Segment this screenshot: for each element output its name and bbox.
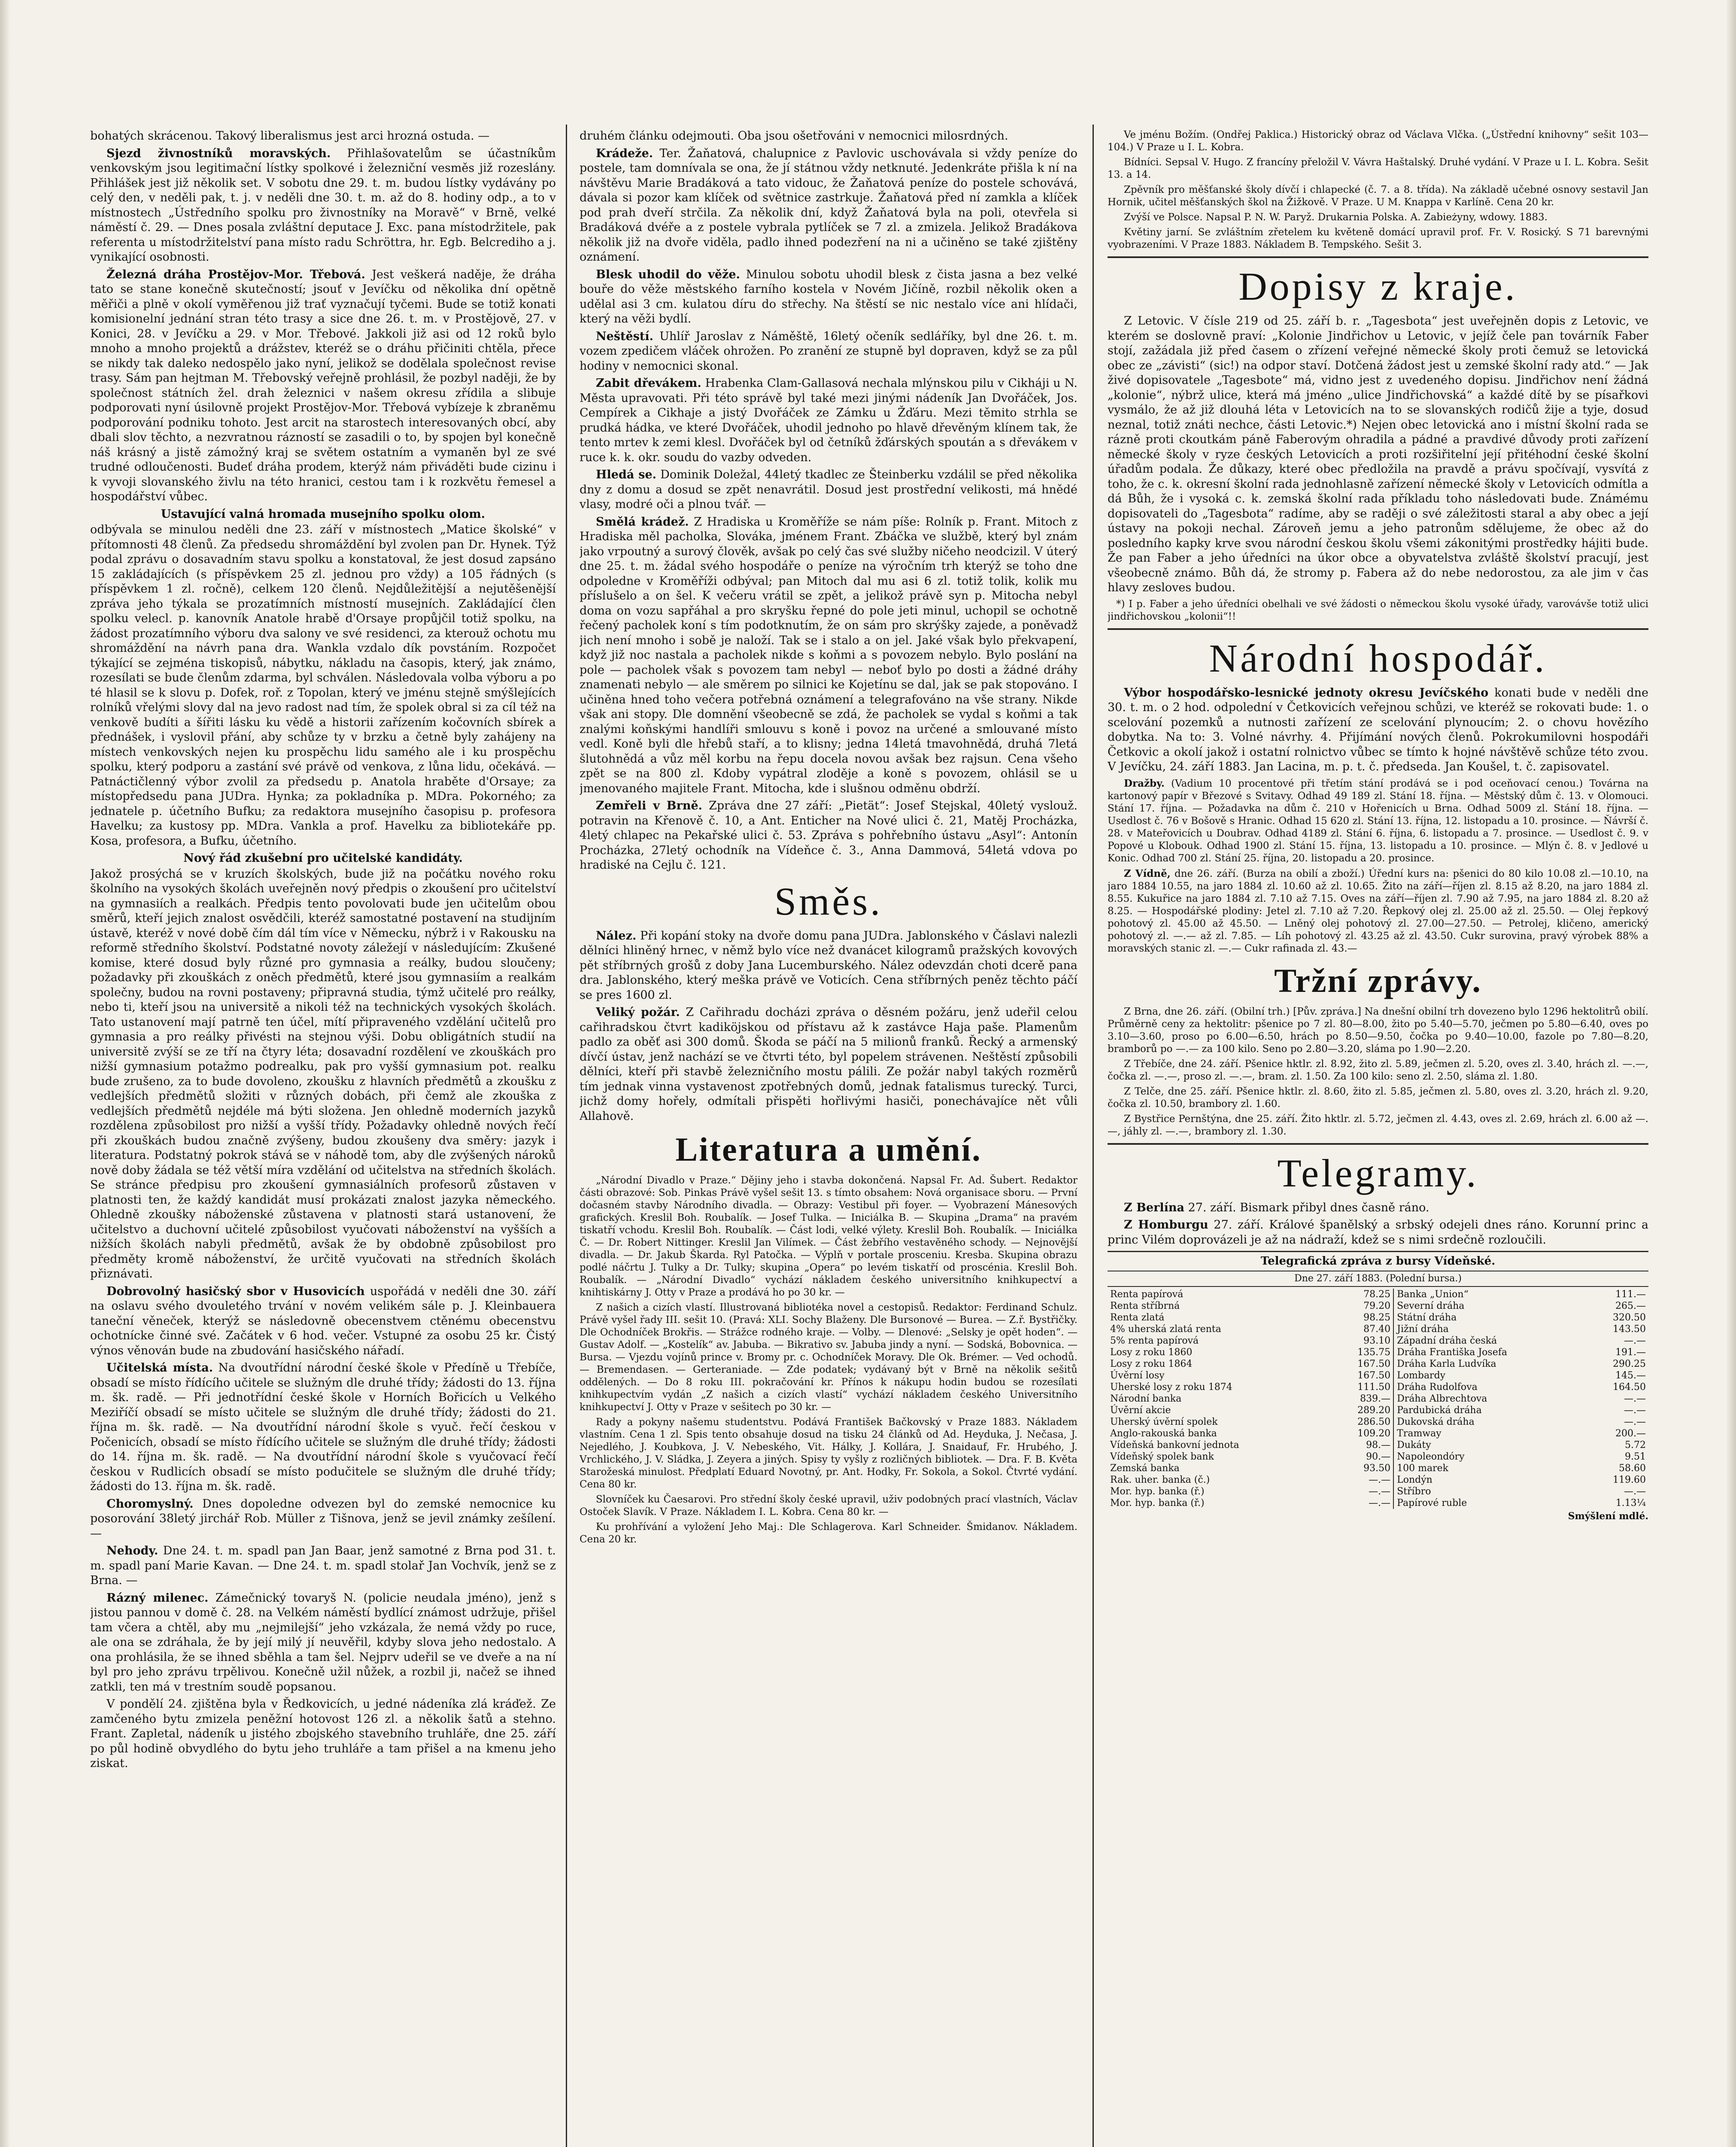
item-heading: Choromyslný. (106, 1497, 194, 1511)
telegram-item (1108, 1218, 1648, 1247)
news-item (90, 146, 556, 265)
bourse-value: —.— (1624, 1393, 1646, 1404)
footnote: *) I p. Faber a jeho úředníci obelhali ve své žádosti o německou školu vysoké úřady, varovávše totiž ulici jindřichovskou „kolonii“!! (1108, 598, 1648, 622)
section-title-dopisy: Dopisy z kraje. (1238, 265, 1517, 308)
bourse-value: 143.50 (1613, 1324, 1646, 1335)
item-body: Z Hradiska u Kroměříže se nám píše: Rolník p. Frant. Mitoch z Hradiska měl pacholka, Slováka, jménem Frant. Zbáčka ve službě, který byl znám jako vrpoutný a surový člověk, avšak po celý čas své služby ničeho neodcizil. V úterý dne 25. t. m. žádal svého hospodáře o peníze na výročním trh kterýž se toho dne odpoledne v Kroměříži odbýval; pan Mitoch dal mu asi 6 zl. totiž tolik, kolik mu příslušelo a on šel. K večeru vrátil se zpět, a jelikož právě syn p. Mitocha nebyl doma on vozu sapřáhal a pro skryšku řepné do pole jeti minul, uchopil se ochotně řečený pacholek koní s tím podotknutím, že on sám pro skrýšky zajede, a poněvadž jich není mnoho i sobě je naloží. Tak se i stalo a on jel. Jaké však bylo překvapení, když již noc nastala a pacholek nikde s koňmi a s povozem nebylo. Bylo poslání na pole — pacholek však s povozem tam nebyl — neboť bylo po dosti a žádné dráhy znamenati nebylo — ale směrem po silnici ke Kojetínu se dal, jak se pak stopováno. I učiněna hned toho večera potřebná oznámení a telegrafováno na vše strany. Nikde však ani stopy. Dle domnění všeobecně se zdá, že pacholek se vydal s koňmi a tak znalými koňskými handlíři smlouvu s koně i povoz na určené a smlouvané místo vedl. Koně byli dle hřebů staří, a to klisny; jedna 14letá tmavohnědá, druhá 7letá šlutohnědá a vůz měl korbu na řepu docela novou avšak bez rajsun. Cena všeho zpět se na 800 zl. Kdoby vypátral zloděje a koně s povozem, ohlásil se u jmenovaného majitele Frant. Mitocha, kde i slušnou odměnu obdrží. (580, 515, 1077, 795)
bourse-name: Banka „Union“ (1397, 1289, 1469, 1300)
bourse-row (1108, 1439, 1648, 1451)
news-item (580, 515, 1077, 797)
literature-item: Ve jménu Božím. (Ondřej Paklica.) Historický obraz od Václava Vlčka. („Ústřední knihovny“ sešit 103—104.) V Praze u I. L. Kobra. (1108, 129, 1648, 153)
literature-item: „Národní Divadlo v Praze.“ Dějiny jeho i stavba dokončená. Napsal Fr. Ad. Šubert. Redaktor části obrazové: Sob. Pinkas Právě vyšel sešit 13. s tímto obsahem: Nová organisace sboru. — První dočasném stavby Národního divadla. — Obrazy: Vestibul při foyer. — Vyobrazení Mánesových grafických. Kreslil Boh. Roubalík. — Josef Tulka. — Iniciálka B. — Skupina „Drama“ na pravém tiskatří vchodu. Kreslil Boh. Roubalík. — Část lodi, velké výlety. Kreslil Boh. Roubalík. — Iniciálka Č. — Dr. Robert Nittinger. Kreslil Jan Vilímek. — Část žebřího vestavěného schody. — Nejnovější divadla. — Dr. Jakub Škarda. Ryl Patočka. — Výplň v portale prosceniu. Kresba. Skupina obrazu podlé náčrtu J. Tulky a Dr. Tulky; skupina „Opera“ po levém tiskatří od proscénia. Kreslil Boh. Roubalík. — „Národní Divadlo“ vychází nákladem českého universitního knihkupectví a knihtiskárny J. Otty v Praze a prodává ho po 30 kr. — (580, 1175, 1077, 1298)
item-heading: Hledá se. (596, 468, 657, 481)
column-3 (1108, 129, 1648, 2147)
bourse-value: 289.20 (1357, 1405, 1391, 1416)
item-body: Minulou sobotu uhodil blesk z čista jasna a bez velké bouře do věže městského farního kostela v Novém Jičíně, rozbil několik oken a udělal asi 3 cm. kulatou díru do střechy. Na štěstí se nic nestalo více ani hlídači, který na věži bydlí. (580, 268, 1077, 325)
item-body: (Vadium 10 procentové při třetím stání prodává se i pod oceňovací cenou.) Továrna na kartonový papír v Březové s Svitavy. Odhad 49 189 zl. Stání 18. října. — Městský dům č. 13. v Olomouci. Stání 17. října. — Požadavka na dům č. 210 v Hořenicích u Brna. Odhad 5009 zl. Stání 18. října. — Usedlost č. 76 v Bošově s Hranic. Odhad 15 620 zl. Stání 13. října, 12. listopadu a 10. prosince. — Ňávrší č. 28. v Mateřovicích u Doubrav. Odhad 4189 zl. Stání 6. října, 6. listopadu a 7. prosince. — Usedlost č. 9. v Popové u Klobouk. Odhad 1900 zl. Stání 15. října, 13. listopadu a 10. prosince. — Mlýn č. 8. v Jedlové u Konic. Odhad 700 zl. Stání 25. října, 20. listopadu a 20. prosince. (1108, 778, 1648, 864)
bourse-name: Severní dráha (1397, 1301, 1465, 1311)
bourse-value: 58.60 (1619, 1463, 1646, 1474)
literature-item: Zvýší ve Polsce. Napsal P. N. W. Paryž. Drukarnia Polska. A. Zabieżyny, wdowy. 1883. (1124, 212, 1548, 223)
bourse-row (1108, 1428, 1648, 1439)
item-heading: Ustavující valná hromada musejního spolku olom. (161, 507, 486, 521)
bourse-name: Uherské losy z roku 1874 (1110, 1382, 1232, 1393)
bourse-value: 200.— (1615, 1428, 1646, 1439)
bourse-name: Stříbro (1397, 1486, 1431, 1497)
item-body: Zpráva dne 27 září: „Pietät“: Josef Stejskal, 40letý vyslouž. potravin na Křenově č. 10, a Ant. Enticher na Nové ulici č. 21, Matěj Procházka, 4letý chlapec na Pekařské ulici č. 53. Zpráva s pohřebního ústavu „Asyl“: Antonín Procházka, 27letý ochodník na Vídeňce č. 3., Anna Dammová, 54letá vdova po hradiské na Cejlu č. 121. (580, 799, 1077, 872)
bourse-name: Dukovská dráha (1397, 1417, 1475, 1427)
item-heading: Dobrovolný hasičský sbor v Husovicích (106, 1284, 365, 1298)
item-heading: Sjezd živnostníků moravských. (106, 146, 331, 160)
literature-item: Zpěvník pro měšťanské školy dívčí i chlapecké (č. 7. a 8. třída). Na základě učebné osnovy sestavil Jan Hornik, učitel měšťanských škol na Žižkově. V Praze. U M. Knappa v Karlíně. Cena 20 kr. (1108, 184, 1648, 208)
bourse-value: 320.50 (1613, 1312, 1646, 1323)
section-title-trzni: Tržní zprávy. (1274, 961, 1482, 999)
bourse-value: 839.— (1360, 1393, 1391, 1404)
bourse-name: Vídeňská bankovní jednota (1110, 1440, 1239, 1451)
literature-item: Ku prohřívání a vyložení Jeho Maj.: Dle Schlagerova. Karl Schneider. Šmidanov. Nákladem. Cena 20 kr. (580, 1521, 1077, 1545)
bourse-name: Pardubická dráha (1397, 1405, 1482, 1416)
item-body: 27. září. Bismark přibyl dnes časně ráno. (1188, 1201, 1429, 1214)
bourse-name: Zemská banka (1110, 1463, 1180, 1474)
bourse-value: 265.— (1615, 1301, 1646, 1311)
bourse-value: 98.25 (1363, 1312, 1391, 1323)
bourse-name: Dráha Karla Ludvíka (1397, 1359, 1496, 1369)
item-body: odbývala se minulou neděli dne 23. září v místnostech „Matice školské“ v přítomnosti 48 členů. Za předsedu shromáždění byl zvolen pan Dr. Hynek. Týž podal zprávu o dosavadním stavu spolku a konstatoval, že jest dosud zapsáno 15 zakládajících (s příspěvkem 25 zl. jednou pro vždy) a 105 řádných (s příspěvkem 1 zl. ročně), celkem 120 členů. Nejdůležitější a nejutěšenější zpráva jeho týkala se prozatímních místností musejních. Zakládající člen spolku velecl. p. kanovník Anatole hrabě d'Orsaye propůjčil totiž spolku, na žádost prozatímního výboru dva salony ve své residenci, za kterouž ochotu mu shromáždění na návrh pana dra. Wankla vzdalo dík povstáním. Rozpočet týkající se zejména tiskopisů, nábytku, nákladu na časopis, který, jak známo, rozesílati se bude členům zdarma, byl schválen. Následovala volba výboru a po té hlasil se k slovu p. Dofek, roř. z Topolan, který ve jménu stejně smýšlejících rolníků vřelými slovy dal na jevo radost nad tím, že spolek obral si za cíl též na venkově budíti a šířiti lásku ku vědě a historii zařízením kočovních sbírek a přednášek, i vyslovil přání, aby schůze ty v brzku a četně byly zahájeny na místech venkovských nejen ku prospěchu lidu samého ale i ku prospěchu spolku, který podporu a zastání své právě od venkova, z lůna lidu, očekává. — Patnáctičlenný výbor zvolil za předsedu p. Anatola hraběte d'Orsaye; za místopředsedu pana JUDra. Hynka; za pokladníka p. MDra. Pokorného; za jednatele p. účetního Bufku; za redaktora musejního časopisu p. profesora Havelku; za kustosy pp. MDra. Vankla a prof. Havelku za bibliotekáře pp. Kosa, profesora, a Bufku, účetního. (90, 523, 556, 848)
item-heading: Z Vídně, (1124, 867, 1171, 879)
bourse-row (1108, 1497, 1648, 1509)
item-body: uspořádá v neděli dne 30. září na oslavu svého dvouletého trvání v novém velikém sále p. J. Kleinbauera taneční věneček, kterýž se následovně obecenstvem ctěnému obecenstvu ochotnícke činné své. Začátek v 6 hod. večer. Vstupné za osobu 25 kr. Čistý výnos věnován bude na zbudování hasičského nářadí. (90, 1284, 556, 1357)
section-title-literatura: Literatura a umění. (675, 1131, 982, 1168)
bourse-value: 93.10 (1363, 1335, 1391, 1346)
bourse-value: —.— (1369, 1498, 1391, 1508)
bourse-value: 79.20 (1363, 1301, 1391, 1311)
item-heading: Výbor hospodářsko-lesnické jednoty okresu Jevíčského (1124, 686, 1489, 699)
bourse-name: Dráha Rudolfova (1397, 1382, 1478, 1393)
bourse-value: 145.— (1615, 1370, 1646, 1381)
bourse-value: 87.40 (1363, 1324, 1391, 1335)
bourse-name: Napoleondóry (1397, 1451, 1465, 1462)
bourse-name: 5% renta papírová (1110, 1335, 1199, 1346)
bourse-name: Renta stříbrná (1110, 1301, 1180, 1311)
market-item: Z Telče, dne 25. září. Pšenice hktlr. zl. 8.60, žito zl. 5.85, ječmen zl. 5.80, oves zl. 3.20, hrách zl. 9.20, čočka zl. 10.50, brambory zl. 1.60. (1108, 1086, 1648, 1110)
literature-item: Slovníček ku Čaesarovi. Pro střední školy české upravil, uživ podobných prací vlastních, Václav Ostoček Slavík. V Praze. Nákladem I. L. Kobra. Cena 80 kr. — (580, 1494, 1077, 1517)
literature-item: Z našich a cizích vlastí. Illustrovaná bibliotéka novel a cestopisů. Redaktor: Ferdinand Schulz. Právě vyšel řady III. sešit 10. (Pravá: XLI. Sochy Blaženy. Dle Bursonové — Burea. — Z.ř. Bystřičky. Dle Ochodníček Brokřis. — Strážce rodného kraje. — Volby. — Dlenové: „Selsky je opět hoden“. — Gustav Adolf. — „Kostelík“ av. Jabuba. — Bikrativo sv. Jabuba jindy a nyní. — Sodská, Bobovnica. — Bursa. — Vjezdu vojínů prince v. Bromy pr. c. Ochodníček Moravy. Dle Ok. Brémer. — Ved ochodů. — Bremendasen. — Gerteraniade. — Zde podatek; vydávaný být v Brně na několik sešitů oddělených. — Do 8 roku III. pokračování kr. Přínos k nákupu hodin budou se rozesílati knihkupectvím vydán „Z našich a cizích vlastí“ vychází nákladem českého Universitního knihkupectví J. Otty v Praze v sešitech po 30 kr. — (580, 1302, 1077, 1413)
bourse-value: 78.25 (1363, 1289, 1391, 1300)
bourse-value: 5.72 (1625, 1440, 1646, 1451)
market-item: Z Třebíče, dne 24. září. Pšenice hktlr. zl. 8.92, žito zl. 5.89, ječmen zl. 5.20, oves zl. 3.40, hrách zl. —.—, čočka zl. —.—, proso zl. —.—, bram. zl. 1.50. Za 100 kilo: seno zl. 2.50, sláma zl. 1.80. (1108, 1058, 1648, 1082)
market-item: Z Brna, dne 26. září. (Obilní trh.) [Pův. zpráva.] Na dnešní obilní trh dovezeno bylo 1296 hektolitrů obilí. Průměrně ceny za hektolitr: pšenice po 7 zl. 80—8.00, žito po 5.40—5.70, ječmen po 5.80—6.40, oves po 3.10—3.60, proso po 6.00—6.50, hrách po 8.50—9.50, čočka po 9.40—10.00, fazole po 7.80—8.20, bramborů po —.— za 100 kilo. Seno po 2.80—3.20, sláma po 1.90—2.20. (1108, 1006, 1648, 1055)
bourse-value: 1.13¼ (1615, 1498, 1646, 1508)
bourse-value: 286.50 (1357, 1417, 1391, 1427)
item-body: Zámečnický tovaryš N. (policie neudala jméno), jenž s jistou pannou v domě č. 28. na Velkém náměstí bydlící známost udržuje, přišel tam včera a chtěl, aby mu „nejmilejší“ jeho vzkázala, že nemá vždy po ruce, ale ona se zdráhala, že by její milý jí neuvěřil, kdyby slova jeho nedostalo. A ona prohlásila, že se ihned sběhla a tam šel. Nejprv udeřil se ve dveře a na ní byl pro jeho zprávu trpělivou. Konečně užil nůžek, a rozbil ji, načež se ihned zatkli, ten má v trestním soudě popsanou. (90, 1591, 556, 1694)
news-item (90, 1284, 556, 1359)
item-heading: Blesk uhodil do věže. (596, 268, 740, 281)
item-body: Jest veškerá naděje, že dráha tato se stane konečně skutečností; jsouť v Jevíčku od několika dní opětně měřiči a plně v okolí vyměřenou již trať vyznačují tyčemi. Bude se totiž konati komisionelní jednání stran této trasy a sice dne 26. t. m. v Prostějově, 27. v Konici, 28. v Jevíčku a 29. v Mor. Třebové. Jakkoli již asi od 12 roků bylo mnoho a mnoho projektů a drážstev, kteréž se o dráhu přičiniti chtěla, přece se nikdy tak daleko nedospělo jako nyní, jelikož se dodělala společnost revise trasy. Sám pan hejtman M. Třebovský veřejně prohlásil, že pozbyl naději, že by společnost státních žel. drah železnici v našem okresu zřídila a slibuje podporovati nyní úsilovně projekt Prostějov-Mor. Třebová vybízeje k zbraněmu podporování podniku tohoto. Jest arcit na starostech interesovaných obcí, aby dbali slov těchto, a nezvratnou rázností se zasadili o to, by spojen byl konečně náš krásný a jistě zámožný kraj se světem ostatním a vymaněn byl ze své trudné odloučenosti. Budeť dráha prodem, kterýž nám přiváděti bude cizinu i k vyvoji slovanského živlu na této hranici, cestou tam i k rozkvětu řemesel a hospodářství vůbec. (90, 268, 556, 503)
item-body: 27. září. Králové španělský a srbský odejeli dnes ráno. Korunní princ a princ Vilém doprovázeli je až na nádraží, kdež se s nimi srdečně rozloučili. (1108, 1218, 1648, 1247)
item-body: Dominik Doležal, 44letý tkadlec ze Šteinberku vzdálil se před několika dny z domu a dosud se zpět nenavrátil. Dosud jest prostřední velikosti, má hnědé vlasy, modré oči a plnou tvář. — (580, 468, 1077, 511)
item-body: Z Cařihradu docházi zpráva o děsném požáru, jenž udeřil celou cařihradskou čtvrt kadiköjskou od přístavu až k zastávce Haja paše. Plamenům padlo za oběť asi 300 domů. Škoda se páčí na 5 milionů franků. Řecký a armenský dívčí ústav, jenž nachází se ve čtvrti této, byl popelem strávenen. Neštěstí způsobili dělníci, kteří při stavbě železničního mostu pálili. Ze požár nabyl takých rozměrů tím jednak vinna vystavenost zpotřebných domů, jednak fatalismus turecký. Turci, jichž domy hořely, odmítali přispěti hořlivými hasiči, ponechávajíce nět vůli Allahově. (580, 1006, 1077, 1123)
bourse-table-body (1108, 1289, 1648, 1509)
news-item: V pondělí 24. zjištěna byla v Ředkovicích, u jedné nádeníka zlá kráďež. Ze zamčeného bytu zmizela peněžní hotovost 126 zl. a několik šatů a stehno. Frant. Zapletal, nádeník u jistého zbojského stavebního truhláře, dne 25. září po půl hodině obvydlého do bytu jeho truhláře a tam přišel a na kmenu jeho ziskat. (90, 1697, 556, 1770)
section-title-smes: Směs. (774, 879, 883, 923)
bourse-date: Dne 27. září 1883. (Polední bursa.) (1108, 1271, 1648, 1287)
item-heading: Krádeže. (596, 146, 653, 160)
bourse-name: Jižní dráha (1397, 1324, 1449, 1335)
bourse-name: 4% uherská zlatá renta (1110, 1324, 1221, 1335)
bourse-name: Anglo-rakouská banka (1110, 1428, 1217, 1439)
paragraph: druhém článku odejmouti. Oba jsou ošetřováni v nemocnici milosrdných. (580, 129, 1008, 143)
bourse-name: 100 marek (1397, 1463, 1448, 1474)
bourse-value: 135.75 (1357, 1347, 1391, 1358)
news-item (90, 1591, 556, 1695)
market-item: Z Bystřice Pernštýna, dne 25. září. Žito hktlr. zl. 5.72, ječmen zl. 4.43, oves zl. 2.69, hrách zl. 6.00 až —.—, jáhly zl. —.—, brambory zl. 1.30. (1108, 1113, 1648, 1137)
news-item (1108, 867, 1648, 955)
item-heading: Železná dráha Prostějov-Mor. Třebová. (106, 268, 365, 281)
item-heading: Veliký požár. (596, 1006, 680, 1019)
bourse-name: Londýn (1397, 1475, 1433, 1485)
literature-item: Květiny jarní. Se zvláštním zřetelem ku květeně domácí upravil prof. Fr. V. Rosický. S 71 barevnými vyobrazeními. V Praze 1883. Nákladem B. Tempského. Sešit 3. (1108, 227, 1648, 250)
bourse-name: Národní banka (1110, 1393, 1182, 1404)
item-heading: Nový řád zkušební pro učitelské kandidáty. (183, 852, 463, 865)
bourse-row (1108, 1323, 1648, 1335)
bourse-title: Telegrafická zpráva z bursy Vídeňské. (1108, 1251, 1648, 1271)
bourse-row (1108, 1405, 1648, 1416)
bourse-name: Tramway (1397, 1428, 1442, 1439)
bourse-value: 9.51 (1625, 1451, 1646, 1462)
bourse-value: 98.— (1366, 1440, 1391, 1451)
item-heading: Nehody. (106, 1544, 158, 1557)
bourse-name: Lombardy (1397, 1370, 1446, 1381)
bourse-value: —.— (1369, 1486, 1391, 1497)
bourse-name: Uherský úvěrní spolek (1110, 1417, 1218, 1427)
literature-item: Bídníci. Sepsal V. Hugo. Z francíny přeložil V. Vávra Haštalský. Druhé vydání. V Praze u I. L. Kobra. Sešit 13. a 14. (1108, 157, 1648, 180)
section-divider (1108, 628, 1648, 630)
bourse-name: Dráha Františka Josefa (1397, 1347, 1507, 1358)
news-item (580, 468, 1077, 512)
column-2 (580, 129, 1077, 2147)
bourse-row (1108, 1381, 1648, 1393)
item-body: Přihlašovatelům se účastníkům venkovským jsou legitimační lístky spolkové i železniční vesměs již rozeslány. Přihlášek jest již několik set. V sobotu dne 29. t. m. budou lístky vydávány po celý den, v neděli pak, t. j. v neděli dne 30. t. m. až do 8. hodiny odp., a to v místnostech „Ústředního spolku pro živnostníky na Moravě“ v Brně, velké náměstí č. 29. — Dnes posala zvláštní deputace J. Exc. pana místodržitele, pak referenta u místodržitelství pana místo radu Schröttra, hr. Egb. Belcrediho a j. vynikající osobnosti. (90, 146, 556, 264)
item-body: Uhlíř Jaroslav z Náměště, 16letý očeník sedláříky, byl dne 26. t. m. vozem zpedičem vláček ohrožen. Po zranění ze stupně byl dopraven, když se za půl hodiny v nemocnici skonal. (580, 329, 1077, 373)
bourse-name: Losy z roku 1864 (1110, 1359, 1193, 1369)
bourse-row (1108, 1486, 1648, 1497)
bourse-row (1108, 1358, 1648, 1370)
item-heading: Učitelská místa. (106, 1361, 213, 1375)
bourse-row (1108, 1335, 1648, 1347)
bourse-value: 290.25 (1613, 1359, 1646, 1369)
bourse-value: —.— (1624, 1335, 1646, 1346)
bourse-name: Dráha Albrechtova (1397, 1393, 1487, 1404)
item-body: Při kopání stoky na dvoře domu pana JUDra. Jablonského v Čáslavi nalezli dělníci hliněný hrnec, v němž bylo více než dvanácet kilogramů pražských kovových pět stříbrných grošů z doby Jana Lucemburského. Nález odevzdán choti dcerě pana dra. Jablonského, který meška právě ve Voticích. Cena stříbrných peněz těchto páčí se pres 1600 zl. (580, 929, 1077, 1002)
news-item (580, 799, 1077, 873)
item-heading: Rázný milenec. (106, 1591, 209, 1605)
item-body: Dne 24. t. m. spadl pan Jan Baar, jenž samotné z Brna pod 31. t. m. spadl paní Marie Kavan. — Dne 24. t. m. spadl stolař Jan Vochvík, jenž se z Brna. — (90, 1544, 556, 1587)
item-heading: Neštěstí. (596, 329, 654, 343)
bourse-name: Vídeňský spolek bank (1110, 1451, 1214, 1462)
bourse-value: —.— (1624, 1405, 1646, 1416)
bourse-name: Renta papírová (1110, 1289, 1184, 1300)
bourse-name: Úvěrní akcie (1110, 1405, 1171, 1416)
item-heading: Zemřeli v Brně. (596, 799, 703, 812)
bourse-row (1108, 1289, 1648, 1300)
bourse-row (1108, 1312, 1648, 1323)
letter-item: Z Letovic. V čísle 219 od 25. září b. r. „Tagesbota“ jest uveřejněn dopis z Letovic, ve kterém se doslovně praví: „Kolonie Jindřichov u Letovic, v jejíž čele pan továrník Faber stojí, zažádala již před časem o zřízení veřejné německé školy proti čemuž se letovická obec ze „závisti“ (sic!) na odpor staví. Dotčená žádost jest u zemské školní rady atd.“ — Jak živé dopisovatele „Tagesbote“ má, vidno jest z uvedeného dopisu. Jindřichov není žádná „kolonie“, nýbrž ulice, která má jméno „ulice Jindřichovská“ a každé dítě by se písařkovi vysmálo, že až již dlouhá léta v Letovicích na to se slovanských rodičů žije a tyje, dosud neznal, totiž znáti nechce, části Letovic.*) Nejen obec letovická ano i místní školní rada se rázně proti ckoutkám páně Faberovým ohradila a pádné a pravdivé důvody proti zařízení německé školy v ryze českých Letovicích a proti rozšiřitelní její přitéhodní české školní úřadům podala. Že důkazy, které obec předložila na pravdě a právu spočívají, vysvítá z toho, že c. k. okresní školní rada jednohlasně zařízení německé školy v Letovicích odmítla a dá Bůh, že i vysoká c. k. zemská školní rada příkladu toho následovati bude. Známému dopisovateli do „Tagesbota“ radíme, aby se raději o své záležitosti staral a aby obec a její ústavy na pokoji nechal. Zároveň jemu a jeho patronům sdělujeme, že obec až do posledního kapky krve svou národní českou školu všemi zákonitými prostředky hájiti bude. Že pan Faber a jeho úředníci na úkor obce a obyvatelstva zvláště školství pracují, jest všeobecně známo. Bůh dá, že stromy p. Fabera až do nebe nedorostou, za ale jim v čas hlavy zesloves budou. (1108, 314, 1648, 594)
literature-item: Rady a pokyny našemu studentstvu. Podává František Bačkovský v Praze 1883. Nákladem vlastním. Cena 1 zl. Spis tento obsahuje dosud na tisku 24 článků od Ad. Heyduka, J. Nečasa, J. Nejedlého, J. Koubkova, J. V. Nebeského, Vit. Hálky, J. Kollára, J. Snaidauf, Fr. Hrubého, J. Vrchlického, J. V. Sládka, J. Zeyera a jiných. Spisy ty vyšly z rozličných bibliotek. — Dra. F. B. Květa Starožeská minulost. Předplatí Eduard Novotný, pr. Ant. Hodky, Fr. Sokola, a Sokol. Čtvrté vydání. Cena 80 kr. (580, 1417, 1077, 1490)
news-item (90, 268, 556, 505)
news-item (90, 1361, 556, 1494)
paragraph: bohatých skrácenou. Takový liberalismus jest arci hrozná ostuda. — (90, 129, 490, 143)
bourse-row (1108, 1474, 1648, 1486)
news-item (580, 329, 1077, 374)
news-item (580, 929, 1077, 1003)
item-body: Dnes dopoledne odvezen byl do zemské nemocnice ku posorování 38letý jirchář Rob. Müller z Tišnova, jenž se jevil známky zešílení. — (90, 1497, 556, 1540)
bourse-row (1108, 1347, 1648, 1358)
bourse-value: 111.50 (1357, 1382, 1391, 1393)
news-item (1108, 777, 1648, 865)
bourse-value: 93.50 (1363, 1463, 1391, 1474)
news-item (90, 1544, 556, 1588)
bourse-name: Rak. uher. banka (č.) (1110, 1475, 1210, 1485)
bourse-value: 167.50 (1357, 1370, 1391, 1381)
bourse-name: Státní dráha (1397, 1312, 1457, 1323)
item-body: Ter. Žaňatová, chalupnice z Pavlovic uschovávala si vždy peníze do postele, tam domnívala se ona, že jí státnou vždy netknuté. Jedenkráte přišla k ní na návštěvu Marie Bradáková a tato vidouc, že Žaňatová peníze do postele schovává, dávala si pozor kam klíček od světnice zastrkuje. Žaňatová před ní zamkla a klíček pod prah dveří strčila. Za několik dní, když Žaňatová byla na poli, otevřela si Bradáková dvéře a z postele vybrala pytlíček se 7 zl. a zmizela. Jelikož Bradákova několik již na dvoře viděla, padlo ihned podezření na ni a učiněno se také zjištěny oznámení. (580, 146, 1077, 264)
bourse-row (1108, 1463, 1648, 1474)
news-item (580, 268, 1077, 327)
bourse-value: —.— (1369, 1475, 1391, 1485)
telegram-item (1108, 1201, 1648, 1216)
column-rule-1 (566, 125, 567, 2147)
bourse-table (1108, 1289, 1648, 1509)
news-item (580, 146, 1077, 265)
bourse-value: 109.20 (1357, 1428, 1391, 1439)
item-heading: Z Berlína (1124, 1201, 1184, 1214)
bourse-name: Papírové ruble (1397, 1498, 1467, 1508)
bourse-row (1108, 1451, 1648, 1463)
news-item (580, 376, 1077, 465)
section-title-hospodar: Národní hospodář. (1209, 636, 1547, 680)
scan-edge-right (1726, 0, 1736, 2147)
item-heading: Z Homburgu (1124, 1218, 1208, 1232)
bourse-name: Mor. hyp. banka (ř.) (1110, 1486, 1205, 1497)
bourse-value: 191.— (1615, 1347, 1646, 1358)
bourse-row (1108, 1370, 1648, 1381)
item-body: dne 26. září. (Burza na obilí a zboží.) Úřední kurs na: pšenici do 80 kilo 10.08 zl.—10.10, na jaro 1884 10.55, na jaro 1884 zl. 10.60 až zl. 10.65. Žito na září—říjen zl. 8.15 až 8.20, na jaro 1884 zl. 8.55. Kukuřice na jaro 1884 zl. 7.10 až 7.15. Oves na září—říjen zl. 7.90 až 7.95, na jaro 1884 zl. 8.20 až 8.25. — Hospodářské plodiny: Jetel zl. 7.10 až 7.20. Řepkový olej zl. 25.00 až zl. 25.50. — Olej řepkový pohotový zl. 45.00 až 45.50. — Lněný olej pohotový zl. 27.00—27.50. — Petrolej, kličeno, americký pohotový zl. —.— až zl. 7.85. — Líh pohotový zl. 43.25 až zl. 43.50. Cukr surovina, pravý výrobek 88% a moravských stanic zl. —.— Cukr rafinada zl. 43.— (1108, 868, 1648, 954)
item-heading: Zabit dřevákem. (596, 377, 701, 390)
bourse-value: 90.— (1366, 1451, 1391, 1462)
bourse-name: Mor. hyp. banka (ř.) (1110, 1498, 1205, 1508)
bourse-row (1108, 1416, 1648, 1428)
item-heading: Dražby. (1124, 777, 1165, 789)
bourse-name: Západní dráha česká (1397, 1335, 1497, 1346)
item-body: konati bude v neděli dne 30. t. m. o 2 hod. odpolední v Četkovicích veřejnou schůzi, ve kteréž se rokovati bude: 1. o scelování pozemků a nutnosti zařízení ze scelování plynoucím; 2. o chovu hovězího dobytka. Na to: 3. Volné návrhy. 4. Přijímání nových členů. Pokrokumilovni hospodáři Četkovic a okolí jakož i ostatní rolnictvo vůbec se tímto k hojné návštěvě schůze této zvou. V Jevíčku, 24. září 1883. Jan Lacina, m. p. t. č. předseda. Jan Koušel, t. č. zapisovatel. (1108, 686, 1648, 773)
item-body: Jakož prosýchá se v kruzích školských, bude již na počátku nového roku školního na vysokých školách uveřejněn nový předpis o zkoušení pro učitelství na gymnasiích a realkách. Předpis tento povolovati bude jen učitelům obou směrů, kteří jejich znalost osvědčili, kteréž samostatné postavení na studijním ústavě, kteréž v nové době čím dál tím více v Německu, nýbrž i v Rakousku na reformě středního školství. Podstatné novoty záležejí v následujícím: Zkušené komise, které dosud byly různé pro gymnasia a reálky, budou sloučeny; požadavky při zkouškách z oněch předmětů, které jsou gymnasiím a realkám společny, budou na rovni postaveny; připravná studia, týmž učitelé pro reálky, nebo ti, kteří jsou na universitě a nikoli též na technických vysokých školách. Tato ustanovení mají patrně ten účel, mítí připraveného vzdělání učitelů pro gymnasia a pro reálky přivésti na stejnou výši. Dobu obligátních studií na universitě zvýší se ze tří na čtyry léta; dosavadní rozdělení ve zkouškách pro nižší gymnasium potažmo podrealku, pak pro vyšší gymnasium pot. realku bude zrušeno, za to bude dovoleno, zkoušku z hlavních předmětů a zkoušku z vedlejších předmětů složiti v různých dobách, při čemž ale zkouška z vedlejších předmětů nejdéle má býti složena. Jen ohledně moderních jazyků rozdělena způsobilost pro nižší a vyšší třídy. Požadavky ohledně nových řečí při zkouškách budou značně zvýšeny, budou zkoušeny dva směry: jazyk i literatura. Podstatný pokrok stává se v náhodě tom, aby dle zvýšených nároků nově doby žádala se též větší míra vzdělání od učitelstva na středních školách. Se stránce předpisu pro zkoušení gymnasiálních profesorů zůstaven v platnosti ten, že každý kandidát musí prokázati znalost jazyka německého. Ohledně zkoušky náboženské zůstavena v platnosti stará ustanovení, že učitelstvo a duchovní učitelé způsobilost vyučovati náboženství na vyšších a nižších školách nabyli předmětů, avšak že by obdobně způsobilost pro předměty kromě náboženství, že určitě vyučovati na středních školách přiznávati. (90, 867, 556, 1280)
item-heading: Smělá krádež. (596, 515, 689, 529)
scan-edge-left (0, 0, 10, 2147)
column-rule-2 (1093, 125, 1094, 2147)
bourse-sentiment: Smýšlení mdlé. (1568, 1511, 1648, 1522)
section-divider (1108, 1143, 1648, 1145)
bourse-value: 111.— (1615, 1289, 1646, 1300)
news-item (1108, 686, 1648, 775)
section-title-telegramy: Telegramy. (1277, 1151, 1479, 1195)
news-item (580, 1005, 1077, 1124)
bourse-value: —.— (1624, 1486, 1646, 1497)
bourse-row (1108, 1300, 1648, 1312)
bourse-value: —.— (1624, 1417, 1646, 1427)
bourse-row (1108, 1393, 1648, 1405)
bourse-value: 167.50 (1357, 1359, 1391, 1369)
bourse-name: Renta zlatá (1110, 1312, 1165, 1323)
bourse-name: Dukáty (1397, 1440, 1431, 1451)
item-body: Hrabenka Clam-Gallasová nechala mlýnskou pilu v Cikháji u N. Města upravovati. Při této správě byl také mezi jinými nádeník Jan Dvořáček, Jos. Cempírek a Cikhaje a jistý Dvořáček ze Zámku u Žďáru. Mezi těmito strhla se prudká hádka, ve které Dvořáček, uhodil jednoho po hlavě dřevěným klínem tak, že tento mrtev k zemi klesl. Dvořáček byl od četníků žďárských spoután a s dřevákem v ruce k. k. okr. soudu do vazby odveden. (580, 377, 1077, 464)
bourse-name: Losy z roku 1860 (1110, 1347, 1193, 1358)
bourse-name: Úvěrní losy (1110, 1370, 1165, 1381)
news-item (90, 1497, 556, 1542)
column-1 (90, 129, 556, 2147)
section-divider (1108, 256, 1648, 258)
item-heading: Nález. (596, 929, 637, 943)
bourse-value: 119.60 (1613, 1475, 1646, 1485)
bourse-value: 164.50 (1613, 1382, 1646, 1393)
item-body: Na dvoutřídní národní české škole v Předíně u Třebíče, obsadí se místo řídícího učitele se služným dle druhé třídy; žádosti do 13. října m. šk. radě. — Při jednotřídní české škole v Horních Bořicích u Velkého Meziříčí obsadí se místo učitele se služným dle druhé třídy; žádosti do 21. října m. šk. radě. — Na dvoutřídní národní škole s vyuč. řečí českou v Počenicích, obsadí se místo řídícího učitele se služným dle druhé třídy; žádosti do 14. října m. šk. radě. — Na dvoutřídní národní škole s vyučovací řečí českou v Rudlicích obsadí se místo podučitele se služným dle druhé třídy; žádosti do 13. října m. šk. radě. (90, 1361, 556, 1493)
